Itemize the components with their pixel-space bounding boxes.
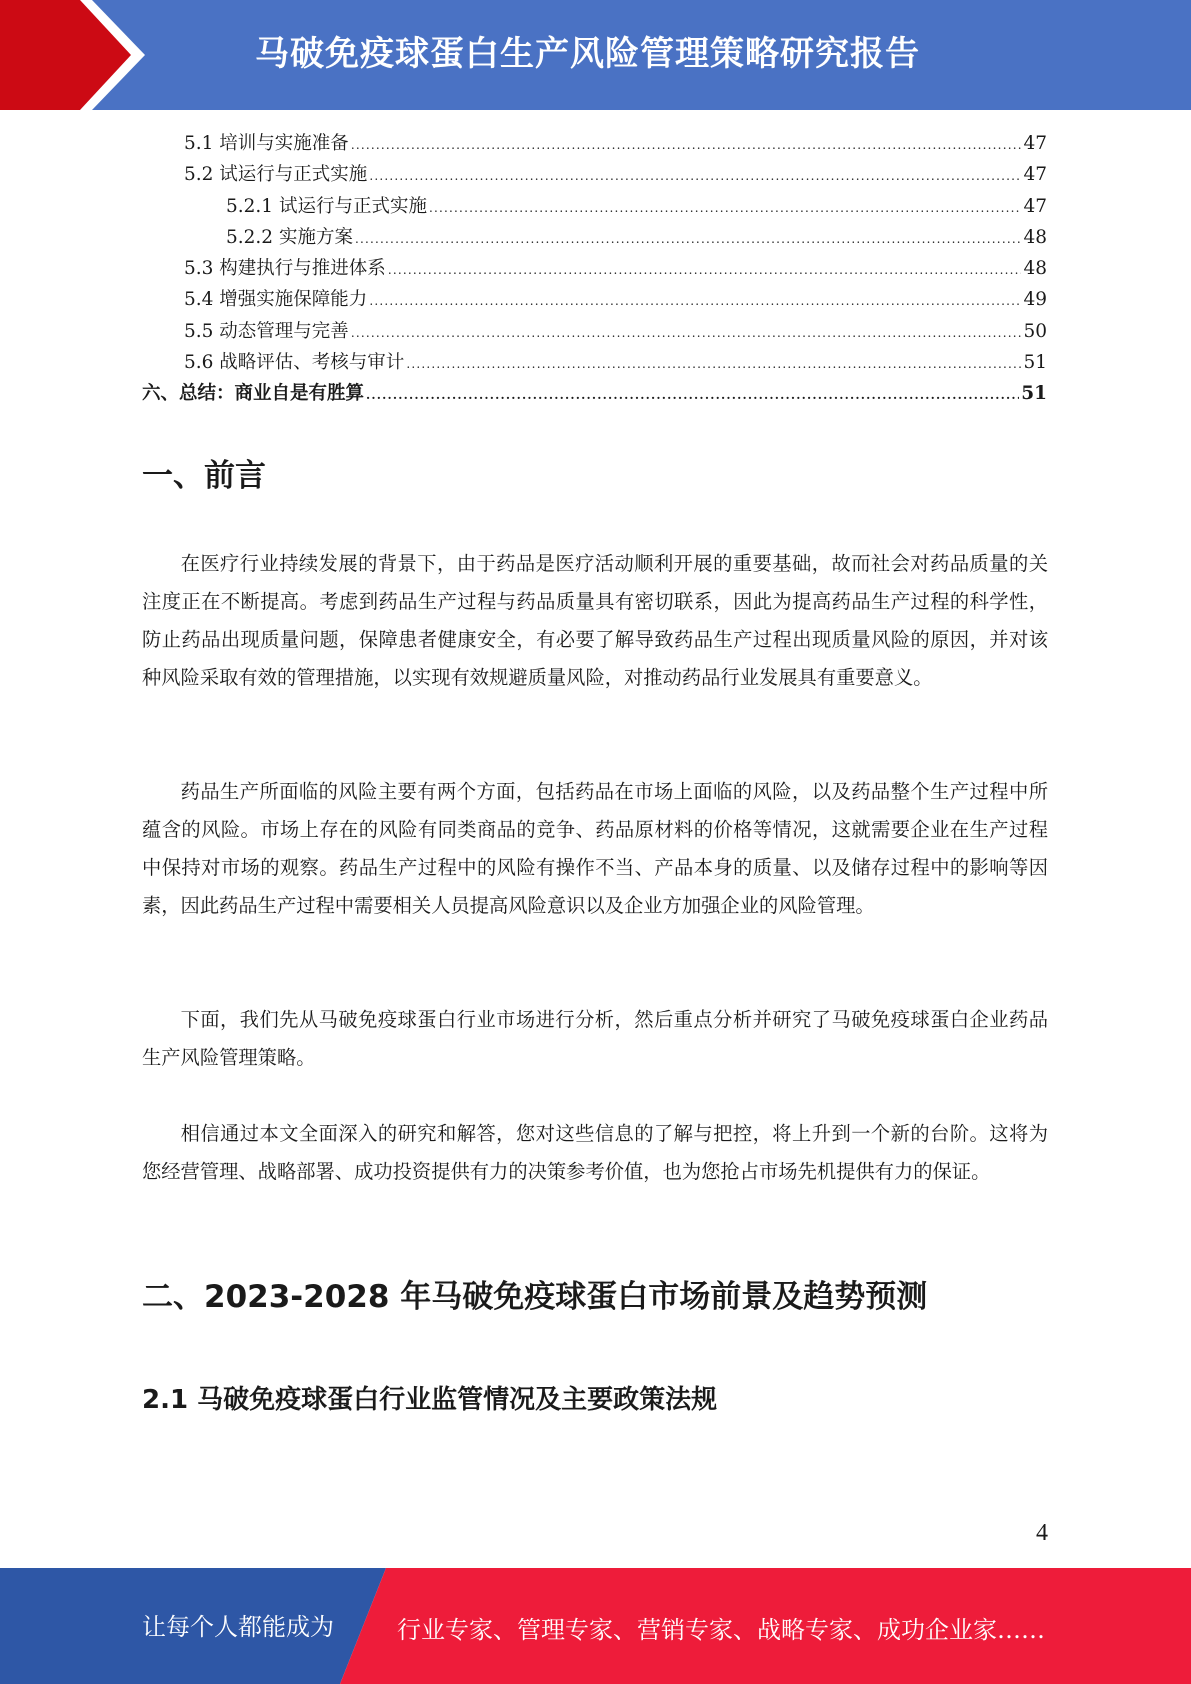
toc-entry[interactable] [142, 316, 1047, 347]
toc-entry-page: 47 [1023, 195, 1047, 217]
body-paragraph: 下面，我们先从马破免疫球蛋白行业市场进行分析，然后重点分析并研究了马破免疫球蛋白企业药品生产风险管理策略。 [142, 1008, 1048, 1069]
toc-entry-page: 50 [1023, 320, 1047, 342]
toc-entry-page: 47 [1023, 164, 1047, 186]
red-chevron-decoration [0, 0, 150, 110]
toc-entry[interactable] [142, 284, 1047, 315]
toc-entry-chapter[interactable] [142, 378, 1047, 409]
subsection-heading-regulation: 2.1 马破免疫球蛋白行业监管情况及主要政策法规 [142, 1385, 718, 1415]
toc-entry[interactable] [142, 253, 1047, 284]
toc-entry-label: 六、总结：商业自是有胜算 [142, 383, 365, 405]
toc-entry-label: 5.1 培训与实施准备 [184, 133, 349, 154]
toc-leader-dots [429, 193, 1021, 224]
footer-slogan-right: 行业专家、管理专家、营销专家、战略专家、成功企业家…… [397, 1616, 1045, 1644]
toc-entry-page: 51 [1021, 383, 1047, 405]
toc-entry[interactable] [142, 347, 1047, 378]
toc-entry-label: 5.4 增强实施保障能力 [184, 289, 368, 311]
toc-leader-dots [351, 318, 1022, 349]
toc-entry-label: 5.5 动态管理与完善 [184, 320, 349, 342]
toc-leader-dots [388, 255, 1022, 286]
body-paragraph: 相信通过本文全面深入的研究和解答，您对这些信息的了解与把控，将上升到一个新的台阶。这将为您经营管理、战略部署、成功投资提供有力的决策参考价值，也为您抢占市场先机提供有力的保证。 [142, 1122, 1048, 1183]
toc-entry[interactable] [142, 222, 1047, 253]
page-header [0, 0, 1191, 110]
section-heading-market-forecast: 二、2023-2028 年马破免疫球蛋白市场前景及趋势预测 [142, 1279, 928, 1315]
body-paragraph: 药品生产所面临的风险主要有两个方面，包括药品在市场上面临的风险，以及药品整个生产过程中所蕴含的风险。市场上存在的风险有同类商品的竞争、药品原材料的价格等情况，这就需要企业在生产过程中保持对市场的观察。药品生产过程中的风险有操作不当、产品本身的质量、以及储存过程中的影响等因素，因此药品生产过程中需要相关人员提高风险意识以及企业方加强企业的风险管理。 [142, 780, 1048, 917]
toc-entry-label: 5.2.2 实施方案 [226, 226, 353, 248]
table-of-contents [142, 128, 1047, 410]
toc-entry-page: 47 [1023, 133, 1047, 154]
toc-entry[interactable] [142, 159, 1047, 190]
toc-entry-page: 48 [1023, 226, 1047, 248]
report-title: 马破免疫球蛋白生产风险管理策略研究报告 [255, 34, 920, 74]
toc-entry-label: 5.3 构建执行与推进体系 [184, 258, 386, 280]
toc-entry[interactable] [142, 128, 1047, 159]
toc-leader-dots [369, 161, 1021, 192]
page-footer [0, 1568, 1191, 1684]
toc-entry-page: 48 [1023, 258, 1047, 280]
toc-entry-label: 5.6 战略评估、考核与审计 [184, 352, 405, 374]
toc-leader-dots [406, 349, 1021, 380]
page-number: 4 [1036, 1520, 1048, 1546]
toc-entry-page: 51 [1023, 352, 1047, 374]
toc-leader-dots [366, 380, 1019, 411]
toc-leader-dots [351, 130, 1022, 161]
toc-entry-page: 49 [1023, 289, 1047, 311]
section-heading-preface: 一、前言 [142, 458, 266, 494]
toc-entry-label: 5.2 试运行与正式实施 [184, 164, 368, 186]
toc-entry[interactable] [142, 191, 1047, 222]
toc-entry-label: 5.2.1 试运行与正式实施 [226, 195, 427, 217]
toc-leader-dots [355, 224, 1022, 255]
toc-leader-dots [369, 286, 1021, 317]
body-paragraph: 在医疗行业持续发展的背景下，由于药品是医疗活动顺利开展的重要基础，故而社会对药品质量的关注度正在不断提高。考虑到药品生产过程与药品质量具有密切联系，因此为提高药品生产过程的科学性，防止药品出现质量问题，保障患者健康安全，有必要了解导致药品生产过程出现质量风险的原因，并对该种风险采取有效的管理措施，以实现有效规避质量风险，对推动药品行业发展具有重要意义。 [142, 552, 1048, 689]
footer-slogan-left: 让每个人都能成为 [142, 1613, 334, 1641]
